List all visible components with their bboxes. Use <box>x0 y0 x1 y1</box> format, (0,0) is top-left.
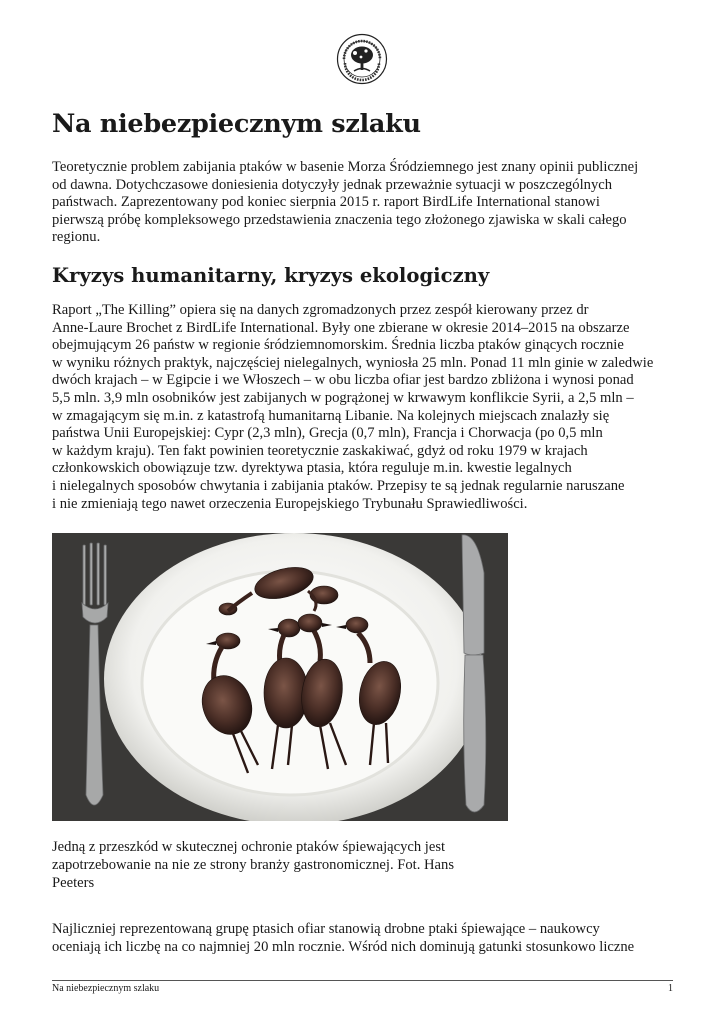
page-number: 1 <box>668 983 673 994</box>
text-line: pierwszą próbę kompleksowego przedstawienia znaczenia tego złożonego zjawiska w skali całego <box>52 211 627 228</box>
text-line: zapotrzebowanie na nie ze strony branży gastronomicznej. Fot. Hans <box>52 857 454 873</box>
text-line: Anne-Laure Brochet z BirdLife International. Były one zbierane w okresie 2014–2015 na obszarze <box>52 319 630 336</box>
intro-paragraph <box>52 159 674 247</box>
photo-caption <box>52 838 492 892</box>
text-line: i nie zmieniają tego nawet orzeczenia Europejskiego Trybunału Sprawiedliwości. <box>52 495 528 512</box>
text-line: Peeters <box>52 875 95 891</box>
text-line: Najliczniej reprezentowaną grupę ptasich ofiar stanowią drobne ptaki śpiewające – naukowcy <box>52 921 600 937</box>
text-line: 5,5 mln. 3,9 mln osobników jest zabijanych w pogrążonej w krwawym konflikcie Syrii, a 2,5 mln – <box>52 389 634 406</box>
text-line: regionu. <box>52 229 101 246</box>
organization-seal-logo <box>336 33 388 85</box>
footer-divider <box>52 980 673 981</box>
text-line: państwach. Zaprezentowany pod koniec sierpnia 2015 r. raport BirdLife International stanowi <box>52 194 600 211</box>
text-line: w wyniku różnych praktyk, najczęściej nielegalnych, wyniosła 25 mln. Ponad 11 mln ginie w zaledwie <box>52 354 654 371</box>
text-line: Jedną z przeszkód w skutecznej ochronie ptaków śpiewających jest <box>52 839 446 855</box>
text-line: od dawna. Dotychczasowe doniesienia dotyczyły jednak przeważnie sytuacji w poszczególnych <box>52 176 613 193</box>
text-line: członkowskich obowiązuje tzw. dyrektywa ptasia, która reguluje m.in. kwestie legalnych <box>52 460 572 477</box>
text-line: w zmagającym się m.in. z katastrofą humanitarną Libanie. Na kolejnych miejscach znalazły się <box>52 407 610 424</box>
text-line: w każdym kraju). Ten fakt powinien teoretycznie zaskakiwać, gdyż od roku 1979 w krajach <box>52 442 588 459</box>
text-line: obejmującym 26 państw w regionie śródziemnomorskim. Średnia liczba ptaków ginących rocznie <box>52 337 624 354</box>
page-title: Na niebezpiecznym szlaku <box>52 109 421 139</box>
closing-paragraph <box>52 921 674 956</box>
text-line: oceniają ich liczbę na co najmniej 20 mln rocznie. Wśród nich dominują gatunki stosunkowo liczne <box>52 938 635 955</box>
section-paragraph <box>52 302 674 513</box>
text-line: Teoretycznie problem zabijania ptaków w basenie Morza Śródziemnego jest znany opinii publicznej <box>52 159 639 175</box>
knife <box>462 535 486 812</box>
tree-seal-icon <box>336 33 388 85</box>
section-heading: Kryzys humanitarny, kryzys ekologiczny <box>52 264 490 287</box>
text-line: państwa Unii Europejskiej: Cypr (2,3 mln), Grecja (0,7 mln), Francja i Chorwacja (po 0,5 mln <box>52 425 603 442</box>
text-line: dwóch krajach – w Egipcie i we Włoszech – w obu liczba ofiar jest bardzo zbliżona i wynosi ponad <box>52 372 634 389</box>
text-line: Raport „The Killing” opiera się na danych zgromadzonych przez zespół kierowany przez dr <box>52 302 589 318</box>
text-line: i nielegalnych sposobów chwytania i zabijania ptaków. Przepisy te są jednak regularnie naruszane <box>52 477 625 494</box>
article-photo <box>52 533 508 821</box>
footer-title: Na niebezpiecznym szlaku <box>52 983 160 994</box>
